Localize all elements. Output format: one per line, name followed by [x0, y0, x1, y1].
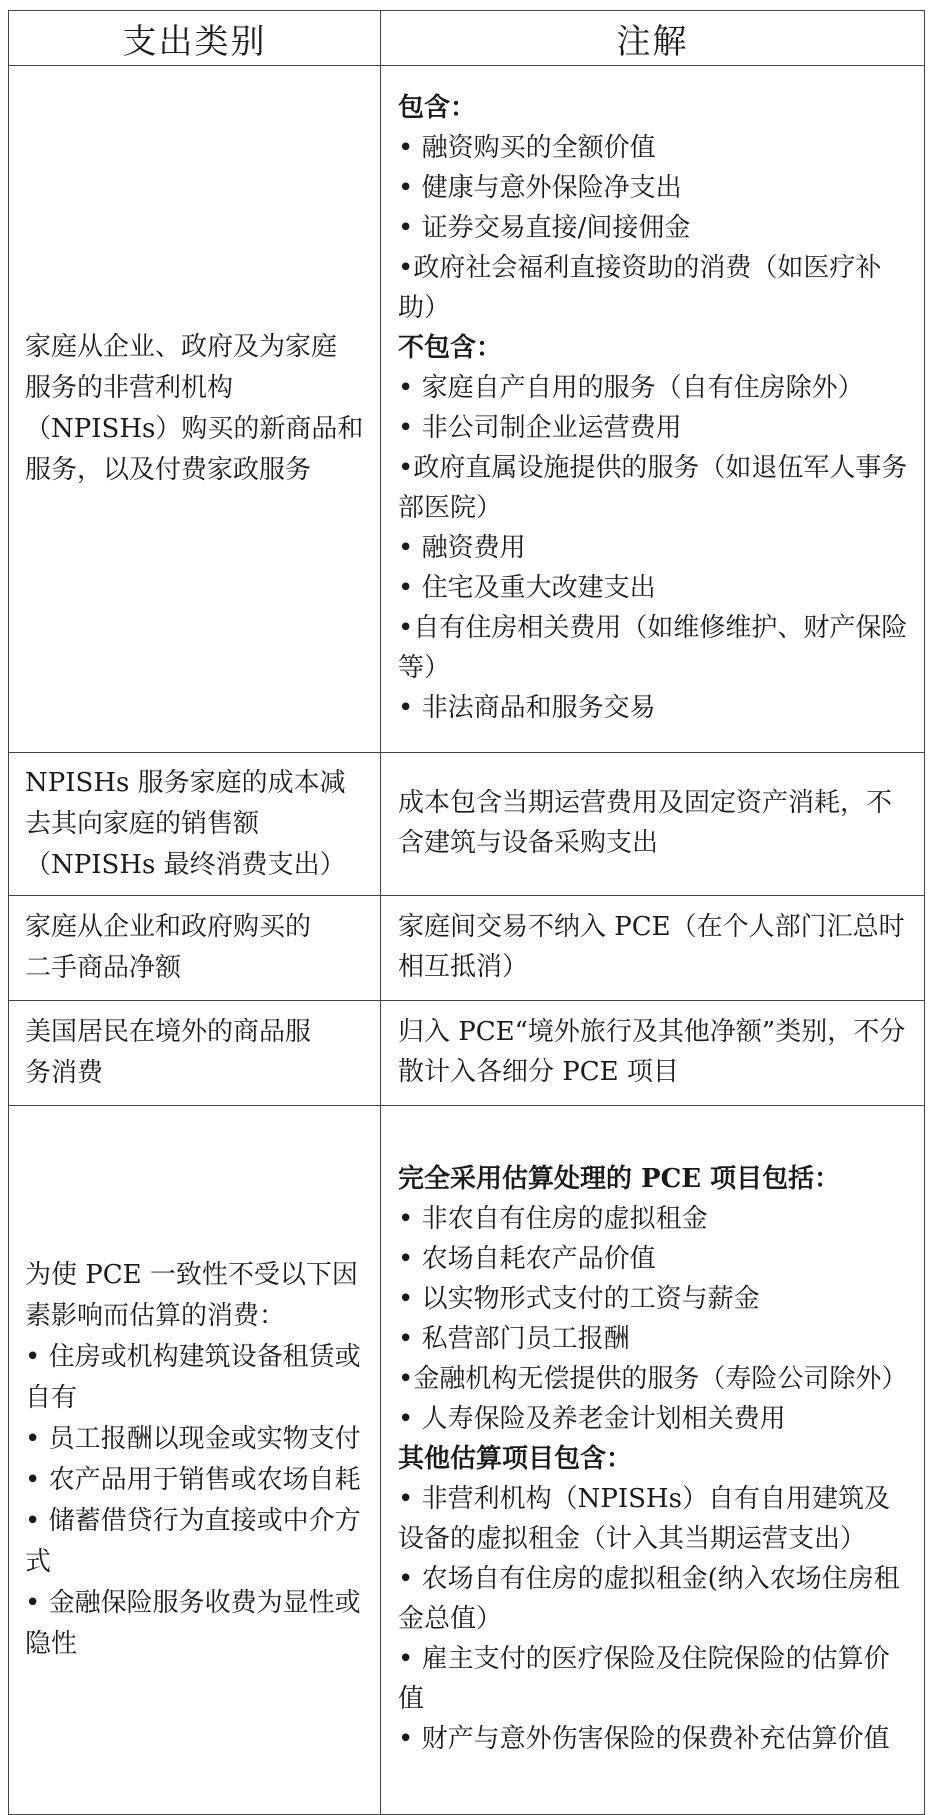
notes-heading: 其他估算项目包含：: [398, 1444, 633, 1474]
notes-text: 家庭间交易不纳入 PCE（在个人部门汇总时相互抵消）: [398, 912, 905, 982]
notes-item: •政府直属设施提供的服务（如退伍军人事务部医院）: [398, 453, 908, 523]
notes-item: •自有住房相关费用（如维修维护、财产保险等）: [398, 613, 908, 683]
notes-text: 归入 PCE“境外旅行及其他净额”类别，不分散计入各细分 PCE 项目: [398, 1017, 906, 1087]
category-item: • 农产品用于销售或农场自耗: [25, 1465, 361, 1495]
category-item: • 储蓄借贷行为直接或中介方式: [25, 1506, 361, 1577]
notes-item: • 人寿保险及养老金计划相关费用: [398, 1404, 786, 1434]
notes-item: • 家庭自产自用的服务（自有住房除外）: [398, 373, 864, 403]
notes-item: •金融机构无偿提供的服务（寿险公司除外）: [398, 1364, 908, 1394]
category-line: 家庭从企业、政府及为家庭: [25, 332, 338, 362]
category-line: 服务，以及付费家政服务: [25, 455, 312, 485]
notes-item: • 融资购买的全额价值: [398, 133, 656, 163]
category-line: 务消费: [25, 1058, 104, 1088]
table-row: [9, 753, 925, 896]
category-cell: [9, 1001, 381, 1106]
category-cell: [9, 66, 381, 753]
notes-item: • 健康与意外保险净支出: [398, 173, 682, 203]
category-item: • 员工报酬以现金或实物支付: [25, 1424, 361, 1454]
notes-cell: [381, 66, 925, 753]
notes-item: • 私营部门员工报酬: [398, 1324, 630, 1354]
notes-cell: [381, 1106, 925, 1815]
notes-cell: [381, 1001, 925, 1106]
notes-text: 成本包含当期运营费用及固定资产消耗，不含建筑与设备采购支出: [398, 788, 893, 858]
category-intro: 为使 PCE 一致性不受以下因素影响而估算的消费：: [25, 1260, 358, 1331]
table-row: [9, 896, 925, 1001]
header-notes: 注解: [381, 11, 925, 66]
notes-item: • 证券交易直接/间接佣金: [398, 213, 691, 243]
notes-item: • 住宅及重大改建支出: [398, 573, 656, 603]
header-row: [9, 11, 925, 66]
category-line: （NPISHs）购买的新商品和: [25, 414, 364, 444]
notes-item: • 非营利机构（NPISHs）自有自用建筑及设备的虚拟租金（计入其当期运营支出）: [398, 1484, 890, 1554]
notes-item: • 农场自有住房的虚拟租金(纳入农场住房租金总值）: [398, 1564, 900, 1634]
notes-item: • 非法商品和服务交易: [398, 693, 656, 723]
notes-item: •政府社会福利直接资助的消费（如医疗补助）: [398, 253, 882, 323]
category-cell: [9, 1106, 381, 1815]
category-line: （NPISHs 最终消费支出）: [25, 849, 346, 880]
notes-cell: [381, 753, 925, 896]
category-line: 美国居民在境外的商品服: [25, 1017, 312, 1047]
pce-table: [8, 10, 925, 1815]
notes-item: • 财产与意外伤害保险的保费补充估算价值: [398, 1724, 890, 1754]
notes-cell: [381, 896, 925, 1001]
category-line: NPISHs 服务家庭的成本减: [25, 767, 346, 798]
notes-heading: 完全采用估算处理的 PCE 项目包括：: [398, 1164, 841, 1194]
category-cell: [9, 896, 381, 1001]
table-row: [9, 66, 925, 753]
category-item: • 金融保险服务收费为显性或隐性: [25, 1588, 361, 1659]
table-row: [9, 1001, 925, 1106]
notes-item: • 农场自耗农产品价值: [398, 1244, 656, 1274]
notes-item: • 融资费用: [398, 533, 526, 563]
notes-item: • 雇主支付的医疗保险及住院保险的估算价值: [398, 1644, 890, 1714]
header-category: 支出类别: [9, 11, 381, 66]
notes-heading: 包含：: [398, 93, 477, 123]
table-row: [9, 1106, 925, 1815]
category-line: 二手商品净额: [25, 953, 182, 983]
category-line: 家庭从企业和政府购买的: [25, 912, 312, 942]
category-line: 服务的非营利机构: [25, 373, 234, 403]
notes-item: • 非公司制企业运营费用: [398, 413, 682, 443]
notes-item: • 以实物形式支付的工资与薪金: [398, 1284, 760, 1314]
category-line: 去其向家庭的销售额: [25, 808, 260, 839]
notes-item: • 非农自有住房的虚拟租金: [398, 1204, 708, 1234]
category-cell: [9, 753, 381, 896]
category-item: • 住房或机构建筑设备租赁或自有: [25, 1342, 361, 1413]
notes-heading: 不包含：: [398, 333, 503, 363]
